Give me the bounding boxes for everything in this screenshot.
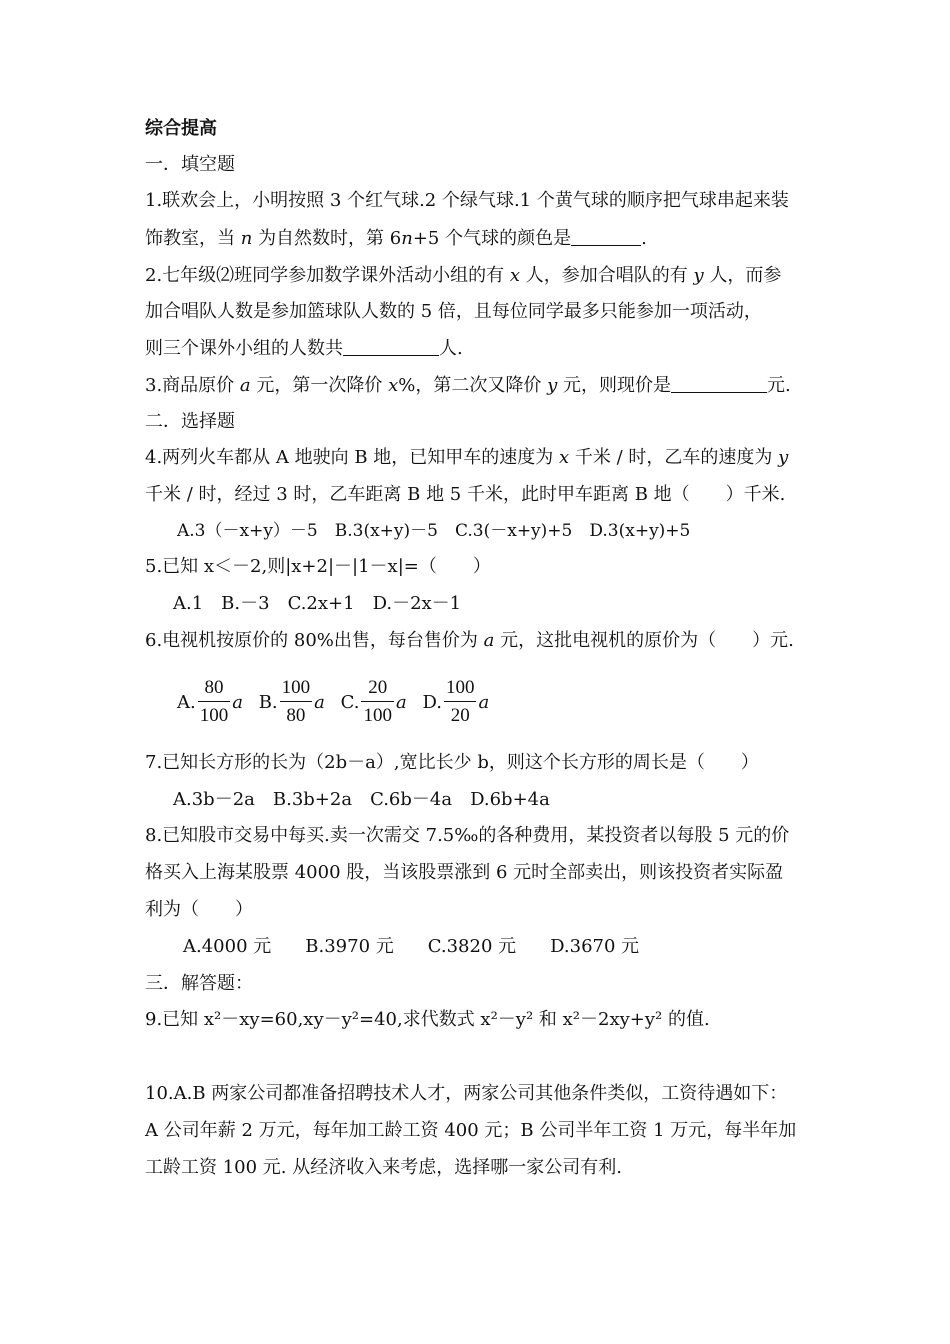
q6-option-a: A. $\frac{80}{100}$ a — [177, 677, 243, 726]
q5-stem: 5.已知 x＜－2,则|x+2|－|1－x|=（ ） — [145, 556, 491, 577]
q4-options: A.3（－x+y）－5 B.3(x+y)－5 C.3(－x+y)+5 D.3(x+y)+5 — [177, 521, 691, 541]
q3-answer-blank[interactable] — [671, 374, 767, 393]
q10-line3: 工龄工资 100 元. 从经济收入来考虑，选择哪一家公司有利. — [145, 1157, 622, 1178]
q10-line1: 10.A.B 两家公司都准备招聘技术人才，两家公司其他条件类似，工资待遇如下： — [145, 1083, 788, 1104]
q10-line2: A 公司年薪 2 万元，每年加工龄工资 400 元；B 公司半年工资 1 万元，每半年加 — [145, 1120, 797, 1141]
q2-line1: 2.七年级⑵班同学参加数学课外活动小组的有 x 人，参加合唱队的有 y 人，而参 — [145, 265, 782, 286]
q4-line1: 4.两列火车都从 A 地驶向 B 地，已知甲车的速度为 x 千米 / 时，乙车的速度为 y — [145, 447, 789, 468]
q6-options — [177, 675, 499, 730]
q5-options: A.1 B.－3 C.2x+1 D.－2x－1 — [173, 593, 462, 614]
q7-options: A.3b－2a B.3b+2a C.6b－4a D.6b+4a — [173, 789, 550, 810]
q8-options: A.4000 元 B.3970 元 C.3820 元 D.3670 元 — [183, 936, 640, 957]
q8-line2: 格买入上海某股票 4000 股，当该股票涨到 6 元时全部卖出，则该投资者实际盈 — [145, 862, 784, 883]
section-answer: 三．解答题： — [145, 973, 253, 994]
q2-line3: 则三个课外小组的人数共 人. — [145, 338, 463, 359]
q2-answer-blank[interactable] — [343, 337, 439, 356]
q6-stem: 6.电视机按原价的 80%出售，每台售价为 a 元，这批电视机的原价为（ ）元. — [145, 630, 794, 651]
section-fill-in: 一．填空题 — [145, 154, 235, 175]
q1-answer-blank[interactable] — [571, 227, 641, 246]
section-choice: 二．选择题 — [145, 411, 235, 432]
q6-option-d: D. $\frac{100}{20}$ a — [422, 677, 490, 726]
q9-stem: 9.已知 x²－xy=60,xy－y²=40,求代数式 x²－y² 和 x²－2xy+y² 的值. — [145, 1009, 710, 1030]
heading: 综合提高 — [145, 118, 217, 139]
q8-line1: 8.已知股市交易中每买.卖一次需交 7.5‰的各种费用，某投资者以每股 5 元的价 — [145, 825, 790, 846]
q3-line: 3.商品原价 a 元，第一次降价 x%，第二次又降价 y 元，则现价是 元. — [145, 375, 791, 396]
q8-line3: 利为（ ） — [145, 899, 253, 920]
q6-option-c: C. $\frac{20}{100}$ a — [340, 677, 407, 726]
q7-stem: 7.已知长方形的长为（2b－a）,宽比长少 b，则这个长方形的周长是（ ） — [145, 752, 759, 773]
q4-line2: 千米 / 时，经过 3 时，乙车距离 B 地 5 千米，此时甲车距离 B 地（ ）千米. — [145, 484, 786, 505]
q6-option-b: B. $\frac{100}{80}$ a — [258, 677, 325, 726]
q2-line2: 加合唱队人数是参加篮球队人数的 5 倍，且每位同学最多只能参加一项活动， — [145, 301, 762, 322]
q1-line2: 饰教室，当 n 为自然数时，第 6n+5 个气球的颜色是 . — [145, 228, 647, 249]
q1-line1: 1.联欢会上，小明按照 3 个红气球.2 个绿气球.1 个黄气球的顺序把气球串起来装 — [145, 190, 789, 211]
